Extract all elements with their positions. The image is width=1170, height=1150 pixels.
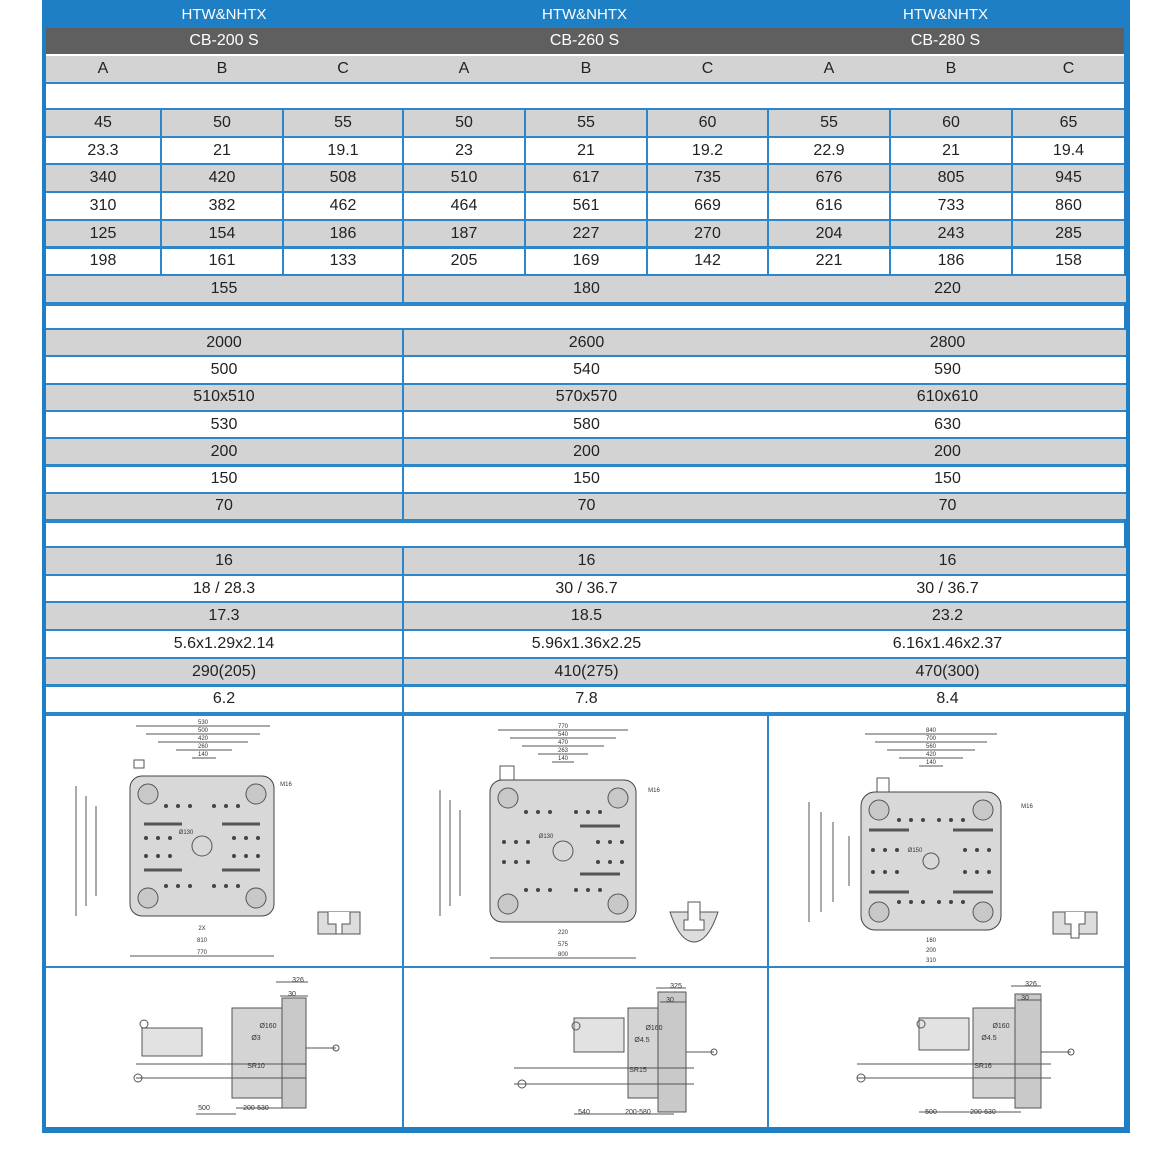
injection-value: 23.3 <box>46 138 160 164</box>
thread-label: M16 <box>648 788 660 794</box>
screw-label: B <box>216 60 228 77</box>
injection-value: 270 <box>648 221 767 247</box>
dimension-label: 140 <box>925 760 937 766</box>
clamping-value: 570x570 <box>404 385 769 410</box>
injection-value: 158 <box>1013 249 1124 275</box>
injection-value: 310 <box>46 193 160 219</box>
others-value: 6.16x1.46x2.37 <box>769 631 1126 657</box>
injection-value: 55 <box>284 110 402 136</box>
dimension-label: 420 <box>925 752 937 758</box>
injection-value: 420 <box>162 165 282 191</box>
others-value: 5.96x1.36x2.25 <box>404 631 769 657</box>
dimension-label: 540 <box>578 1109 590 1116</box>
clamping-value: 2000 <box>46 330 402 355</box>
dimension-label: 200-530 <box>243 1105 269 1112</box>
clamping-value: 610x610 <box>769 385 1126 410</box>
model-name: CB-280 S <box>767 28 1124 54</box>
dimension-label: 30 <box>1021 995 1029 1002</box>
others-value: 23.2 <box>769 603 1126 629</box>
injection-value: 65 <box>1013 110 1124 136</box>
clamping-value: 590 <box>769 357 1126 382</box>
injection-merged-value: 155 <box>46 276 402 302</box>
injection-value: 45 <box>46 110 160 136</box>
diameter-label: Ø160 <box>645 1025 663 1032</box>
dimension-label: 540 <box>557 732 569 738</box>
clamping-value: 540 <box>404 357 769 382</box>
others-value: 30 / 36.7 <box>769 576 1126 602</box>
screw-label: C <box>337 60 349 77</box>
clamping-value: 150 <box>769 467 1126 492</box>
injection-value: 186 <box>284 221 402 247</box>
dimension-label: 770 <box>557 724 569 730</box>
injection-value: 60 <box>648 110 767 136</box>
others-value: 16 <box>46 548 402 574</box>
clamping-value: 2800 <box>769 330 1126 355</box>
screw-label: B <box>945 60 957 77</box>
dimension-label: 160 <box>925 938 937 944</box>
injection-value: 50 <box>404 110 524 136</box>
radius-label: SR15 <box>629 1067 647 1074</box>
dimension-label: 200-580 <box>625 1109 651 1116</box>
injection-value: 464 <box>404 193 524 219</box>
injection-value: 21 <box>162 138 282 164</box>
dimension-label: 220 <box>557 930 569 936</box>
model-header <box>767 0 1124 56</box>
nozzle-drawing <box>769 968 1124 1127</box>
dimension-label: 770 <box>196 950 208 956</box>
section-separator <box>46 82 1124 110</box>
injection-value: 21 <box>526 138 646 164</box>
others-section <box>46 548 1124 714</box>
header-band <box>46 0 1124 56</box>
nozzle-drawing <box>46 968 402 1127</box>
dimension-label: 326 <box>1025 981 1037 988</box>
injection-value: 142 <box>648 249 767 275</box>
dimension-label: 140 <box>557 756 569 762</box>
injection-value: 805 <box>891 165 1011 191</box>
nozzle-diagram <box>404 968 767 1127</box>
others-value: 5.6x1.29x2.14 <box>46 631 402 657</box>
injection-value: 735 <box>648 165 767 191</box>
dimension-label: 530 <box>197 720 209 726</box>
injection-value: 22.9 <box>769 138 889 164</box>
clamping-value: 70 <box>46 494 402 519</box>
screw-label: A <box>823 60 835 77</box>
injection-value: 50 <box>162 110 282 136</box>
spec-table <box>46 0 1124 1127</box>
injection-value: 133 <box>284 249 402 275</box>
screw-label: A <box>458 60 470 77</box>
injection-value: 125 <box>46 221 160 247</box>
clamping-value: 70 <box>404 494 769 519</box>
injection-value: 382 <box>162 193 282 219</box>
dimension-label: 30 <box>666 997 674 1004</box>
model-name: CB-200 S <box>46 28 402 54</box>
screw-label: A <box>97 60 109 77</box>
injection-value: 617 <box>526 165 646 191</box>
injection-value: 508 <box>284 165 402 191</box>
section-separator <box>46 304 1124 330</box>
radius-label: SR16 <box>974 1063 992 1070</box>
dimension-label: 810 <box>196 938 208 944</box>
clamping-value: 200 <box>404 439 769 464</box>
injection-value: 227 <box>526 221 646 247</box>
screw-label: B <box>580 60 592 77</box>
dimension-label: 263 <box>557 748 569 754</box>
injection-value: 616 <box>769 193 889 219</box>
injection-unit-section <box>46 110 1124 304</box>
dimension-label: 840 <box>925 728 937 734</box>
others-value: 16 <box>769 548 1126 574</box>
dimension-label: 200-630 <box>970 1109 996 1116</box>
diameter-label: Ø130 <box>538 834 554 840</box>
dimension-label: 700 <box>925 736 937 742</box>
dimension-label: 575 <box>557 942 569 948</box>
dimension-label: 200 <box>925 948 937 954</box>
platen-diagram <box>769 716 1124 966</box>
platen-drawing <box>46 716 402 966</box>
clamping-value: 200 <box>769 439 1126 464</box>
clamping-value: 510x510 <box>46 385 402 410</box>
diameter-label: Ø130 <box>178 830 194 836</box>
injection-value: 561 <box>526 193 646 219</box>
dimension-label: 500 <box>925 1109 937 1116</box>
thread-label: M16 <box>280 782 292 788</box>
injection-value: 205 <box>404 249 524 275</box>
clamping-value: 70 <box>769 494 1126 519</box>
others-value: 8.4 <box>769 687 1126 713</box>
others-value: 6.2 <box>46 687 402 713</box>
platen-diagram <box>46 716 402 966</box>
injection-value: 21 <box>891 138 1011 164</box>
others-value: 18.5 <box>404 603 769 629</box>
others-value: 18 / 28.3 <box>46 576 402 602</box>
thread-label: M16 <box>1021 804 1033 810</box>
dimension-label: 325 <box>670 983 682 990</box>
screw-label-row <box>46 56 1124 82</box>
injection-value: 243 <box>891 221 1011 247</box>
brand-label: HTW&NHTX <box>402 0 767 28</box>
injection-value: 204 <box>769 221 889 247</box>
injection-value: 60 <box>891 110 1011 136</box>
dimension-label: 326 <box>292 977 304 984</box>
injection-value: 860 <box>1013 193 1124 219</box>
dimension-label: 420 <box>197 736 209 742</box>
diameter-label: Ø4.5 <box>981 1035 997 1042</box>
brand-label: HTW&NHTX <box>767 0 1124 28</box>
model-header <box>402 0 767 56</box>
radius-label: SR10 <box>247 1063 265 1070</box>
injection-merged-value: 180 <box>404 276 769 302</box>
clamping-value: 630 <box>769 412 1126 437</box>
nozzle-diagram <box>46 968 402 1127</box>
platen-drawing-row <box>46 714 1124 966</box>
clamping-value: 200 <box>46 439 402 464</box>
clamping-value: 580 <box>404 412 769 437</box>
injection-value: 19.1 <box>284 138 402 164</box>
injection-value: 669 <box>648 193 767 219</box>
clamping-value: 150 <box>404 467 769 492</box>
clamping-unit-section <box>46 330 1124 521</box>
injection-value: 55 <box>769 110 889 136</box>
injection-value: 198 <box>46 249 160 275</box>
spec-table-frame <box>42 0 1130 1133</box>
clamping-value: 500 <box>46 357 402 382</box>
dimension-label: 470 <box>557 740 569 746</box>
others-value: 17.3 <box>46 603 402 629</box>
diameter-label: Ø3 <box>251 1035 261 1042</box>
injection-value: 462 <box>284 193 402 219</box>
injection-value: 510 <box>404 165 524 191</box>
nozzle-diagram <box>769 968 1124 1127</box>
platen-diagram <box>404 716 767 966</box>
injection-value: 285 <box>1013 221 1124 247</box>
brand-label: HTW&NHTX <box>46 0 402 28</box>
platen-drawing <box>404 716 767 966</box>
injection-value: 19.4 <box>1013 138 1124 164</box>
dimension-label: 560 <box>925 744 937 750</box>
platen-drawing <box>769 716 1124 966</box>
model-header <box>46 0 402 56</box>
nozzle-drawing <box>404 968 767 1127</box>
injection-value: 733 <box>891 193 1011 219</box>
diameter-label: Ø160 <box>259 1023 277 1030</box>
others-value: 410(275) <box>404 659 769 685</box>
injection-value: 55 <box>526 110 646 136</box>
others-value: 30 / 36.7 <box>404 576 769 602</box>
dimension-label: 800 <box>557 952 569 958</box>
injection-value: 161 <box>162 249 282 275</box>
dimension-label: 500 <box>198 1105 210 1112</box>
injection-value: 676 <box>769 165 889 191</box>
diameter-label: Ø160 <box>992 1023 1010 1030</box>
dimension-label: 2X <box>198 926 206 932</box>
nozzle-drawing-row <box>46 966 1124 1127</box>
clamping-value: 2600 <box>404 330 769 355</box>
others-value: 470(300) <box>769 659 1126 685</box>
dimension-label: 500 <box>197 728 209 734</box>
others-value: 7.8 <box>404 687 769 713</box>
section-separator <box>46 521 1124 548</box>
injection-value: 221 <box>769 249 889 275</box>
diameter-label: Ø150 <box>907 848 923 854</box>
dimension-label: 260 <box>197 744 209 750</box>
dimension-label: 30 <box>288 991 296 998</box>
model-name: CB-260 S <box>402 28 767 54</box>
injection-merged-value: 220 <box>769 276 1126 302</box>
dimension-label: 310 <box>925 958 937 964</box>
injection-value: 186 <box>891 249 1011 275</box>
injection-value: 187 <box>404 221 524 247</box>
injection-value: 945 <box>1013 165 1124 191</box>
clamping-value: 150 <box>46 467 402 492</box>
others-value: 16 <box>404 548 769 574</box>
dimension-label: 140 <box>197 752 209 758</box>
screw-label: C <box>701 60 714 77</box>
injection-value: 340 <box>46 165 160 191</box>
diameter-label: Ø4.5 <box>634 1037 650 1044</box>
clamping-value: 530 <box>46 412 402 437</box>
injection-value: 19.2 <box>648 138 767 164</box>
injection-value: 23 <box>404 138 524 164</box>
injection-value: 169 <box>526 249 646 275</box>
others-value: 290(205) <box>46 659 402 685</box>
injection-value: 154 <box>162 221 282 247</box>
screw-label: C <box>1062 60 1075 77</box>
